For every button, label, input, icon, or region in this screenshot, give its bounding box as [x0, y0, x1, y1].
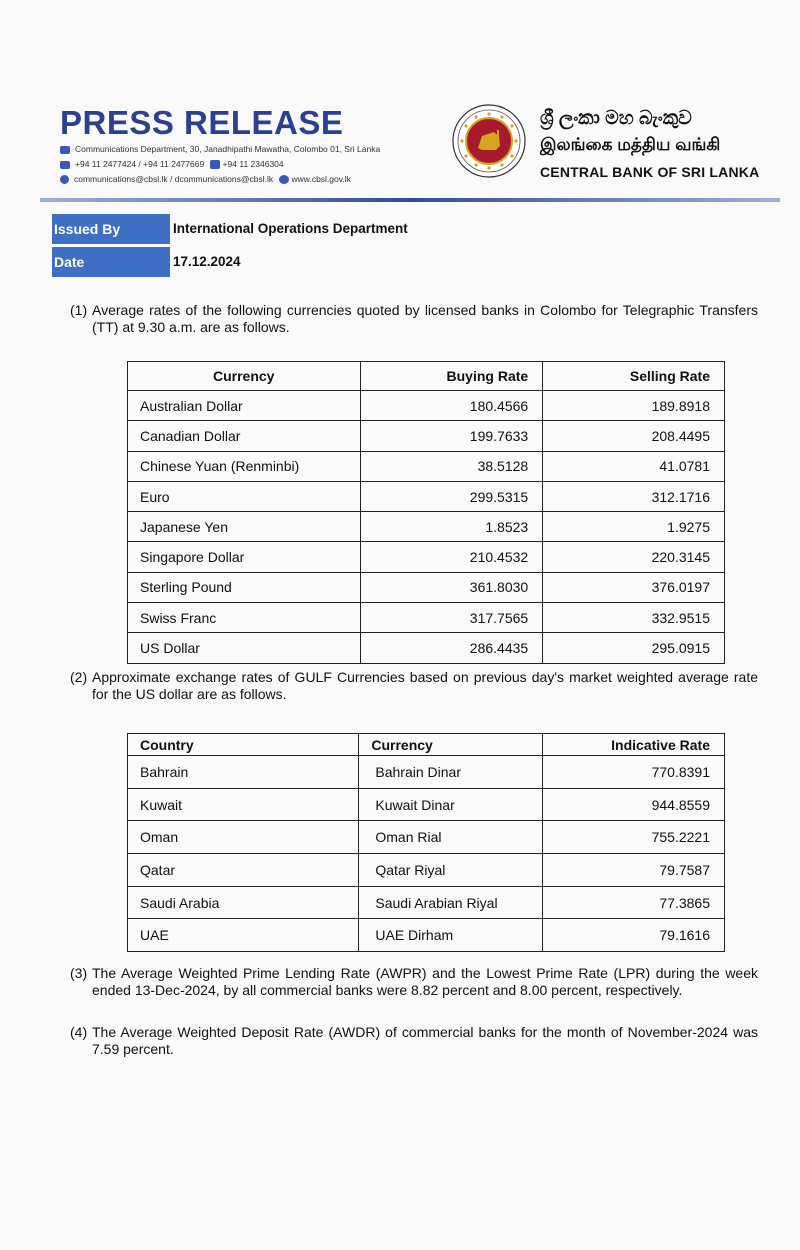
- table-row: [128, 391, 725, 421]
- buying-rate-cell: 299.5315: [361, 481, 543, 511]
- indicative-rate-cell: 79.7587: [542, 854, 724, 887]
- currency-cell: Singapore Dollar: [128, 542, 361, 572]
- currency-cell: Chinese Yuan (Renminbi): [128, 451, 361, 481]
- address-line: [60, 144, 380, 154]
- section-number: (1): [70, 302, 88, 318]
- fax-text: +94 11 2346304: [222, 159, 284, 169]
- table-row: [128, 633, 725, 663]
- table-row: [128, 919, 725, 952]
- section-text: The Average Weighted Prime Lending Rate (AWPR) and the Lowest Prime Rate (LPR) during the week ended 13-Dec-2024, by all commercial banks were 8.82 percent and 8.00 percent, respectively.: [92, 965, 758, 998]
- date-value: 17.12.2024: [173, 254, 241, 269]
- currency-cell: Bahrain Dinar: [359, 756, 542, 789]
- country-cell: Saudi Arabia: [128, 886, 359, 919]
- cbsl-seal: [452, 104, 526, 178]
- country-cell: Kuwait: [128, 788, 359, 821]
- section-text: The Average Weighted Deposit Rate (AWDR) of commercial banks for the month of November-2024 was 7.59 percent.: [92, 1024, 758, 1057]
- table-row: [128, 788, 725, 821]
- country-cell: Oman: [128, 821, 359, 854]
- website-text[interactable]: www.cbsl.gov.lk: [291, 174, 351, 184]
- phone-text: +94 11 2477424 / +94 11 2477669: [75, 159, 205, 169]
- country-cell: Bahrain: [128, 756, 359, 789]
- buying-rate-cell: 38.5128: [361, 451, 543, 481]
- issued-by-label: Issued By: [52, 214, 170, 244]
- indicative-rate-cell: 755.2221: [542, 821, 724, 854]
- selling-rate-cell: 332.9515: [543, 603, 725, 633]
- selling-rate-cell: 208.4495: [543, 421, 725, 451]
- buying-rate-cell: 1.8523: [361, 512, 543, 542]
- table-row: [128, 512, 725, 542]
- table-header-row: [128, 734, 725, 756]
- currency-cell: US Dollar: [128, 633, 361, 663]
- selling-rate-cell: 220.3145: [543, 542, 725, 572]
- table-row: [128, 421, 725, 451]
- issued-by-value: International Operations Department: [173, 221, 408, 236]
- currency-cell: Canadian Dollar: [128, 421, 361, 451]
- bank-name-sinhala: ශ්‍රී ලංකා මහ බැංකුව: [540, 108, 692, 129]
- buying-rate-cell: 199.7633: [361, 421, 543, 451]
- table-row: [128, 603, 725, 633]
- currency-cell: Qatar Riyal: [359, 854, 542, 887]
- section-1-paragraph: [70, 302, 758, 336]
- table-header-row: [128, 362, 725, 391]
- indicative-rate-cell: 944.8559: [542, 788, 724, 821]
- column-header: Indicative Rate: [542, 734, 724, 756]
- selling-rate-cell: 41.0781: [543, 451, 725, 481]
- currency-cell: Euro: [128, 481, 361, 511]
- buying-rate-cell: 180.4566: [361, 391, 543, 421]
- indicative-rate-cell: 77.3865: [542, 886, 724, 919]
- buying-rate-cell: 286.4435: [361, 633, 543, 663]
- country-cell: UAE: [128, 919, 359, 952]
- table-row: [128, 451, 725, 481]
- section-3-paragraph: [70, 965, 758, 999]
- selling-rate-cell: 312.1716: [543, 481, 725, 511]
- email-icon: [60, 146, 70, 154]
- section-text: Approximate exchange rates of GULF Currencies based on previous day's market weighted average rate for the US dollar are as follows.: [92, 669, 758, 702]
- selling-rate-cell: 189.8918: [543, 391, 725, 421]
- column-header: Selling Rate: [543, 362, 725, 391]
- buying-rate-cell: 210.4532: [361, 542, 543, 572]
- phone-line: [60, 159, 284, 169]
- date-label: Date: [52, 247, 170, 277]
- column-header: Country: [128, 734, 359, 756]
- table-row: [128, 821, 725, 854]
- section-2-paragraph: [70, 669, 758, 703]
- column-header: Buying Rate: [361, 362, 543, 391]
- buying-rate-cell: 317.7565: [361, 603, 543, 633]
- phone-icon: [60, 161, 70, 169]
- selling-rate-cell: 1.9275: [543, 512, 725, 542]
- indicative-rate-cell: 79.1616: [542, 919, 724, 952]
- currency-cell: Australian Dollar: [128, 391, 361, 421]
- currency-cell: Kuwait Dinar: [359, 788, 542, 821]
- table-row: [128, 886, 725, 919]
- letterhead: [60, 104, 760, 194]
- table-row: [128, 572, 725, 602]
- table-row: [128, 481, 725, 511]
- section-number: (4): [70, 1024, 88, 1040]
- bank-name-english: CENTRAL BANK OF SRI LANKA: [540, 164, 760, 180]
- address-text: Communications Department, 30, Janadhipathi Mawatha, Colombo 01, Sri Lanka: [75, 144, 381, 154]
- table-row: [128, 756, 725, 789]
- table-row: [128, 854, 725, 887]
- tt-rates-table: [127, 361, 725, 664]
- globe-icon: [279, 175, 289, 184]
- press-release-title: PRESS RELEASE: [60, 104, 344, 141]
- fax-icon: [210, 160, 220, 169]
- currency-cell: Swiss Franc: [128, 603, 361, 633]
- section-4-paragraph: [70, 1024, 758, 1058]
- country-cell: Qatar: [128, 854, 359, 887]
- bank-name-tamil: இலங்கை மத்திய வங்கி: [540, 135, 721, 154]
- at-icon: [60, 175, 69, 184]
- currency-cell: Japanese Yen: [128, 512, 361, 542]
- column-header: Currency: [128, 362, 361, 391]
- selling-rate-cell: 295.0915: [543, 633, 725, 663]
- currency-cell: Saudi Arabian Riyal: [359, 886, 542, 919]
- section-number: (3): [70, 965, 88, 981]
- currency-cell: UAE Dirham: [359, 919, 542, 952]
- section-text: Average rates of the following currencies quoted by licensed banks in Colombo for Telegraphic Transfers (TT) at 9.30 a.m. are as follows.: [92, 302, 758, 335]
- column-header: Currency: [359, 734, 542, 756]
- header-divider: [40, 198, 780, 202]
- email-text[interactable]: communications@cbsl.lk / dcommunications@cbsl.lk: [74, 174, 274, 184]
- currency-cell: Sterling Pound: [128, 572, 361, 602]
- section-number: (2): [70, 669, 88, 685]
- table-row: [128, 542, 725, 572]
- email-line: [60, 174, 351, 184]
- selling-rate-cell: 376.0197: [543, 572, 725, 602]
- indicative-rate-cell: 770.8391: [542, 756, 724, 789]
- gulf-rates-table: [127, 733, 725, 952]
- buying-rate-cell: 361.8030: [361, 572, 543, 602]
- currency-cell: Oman Rial: [359, 821, 542, 854]
